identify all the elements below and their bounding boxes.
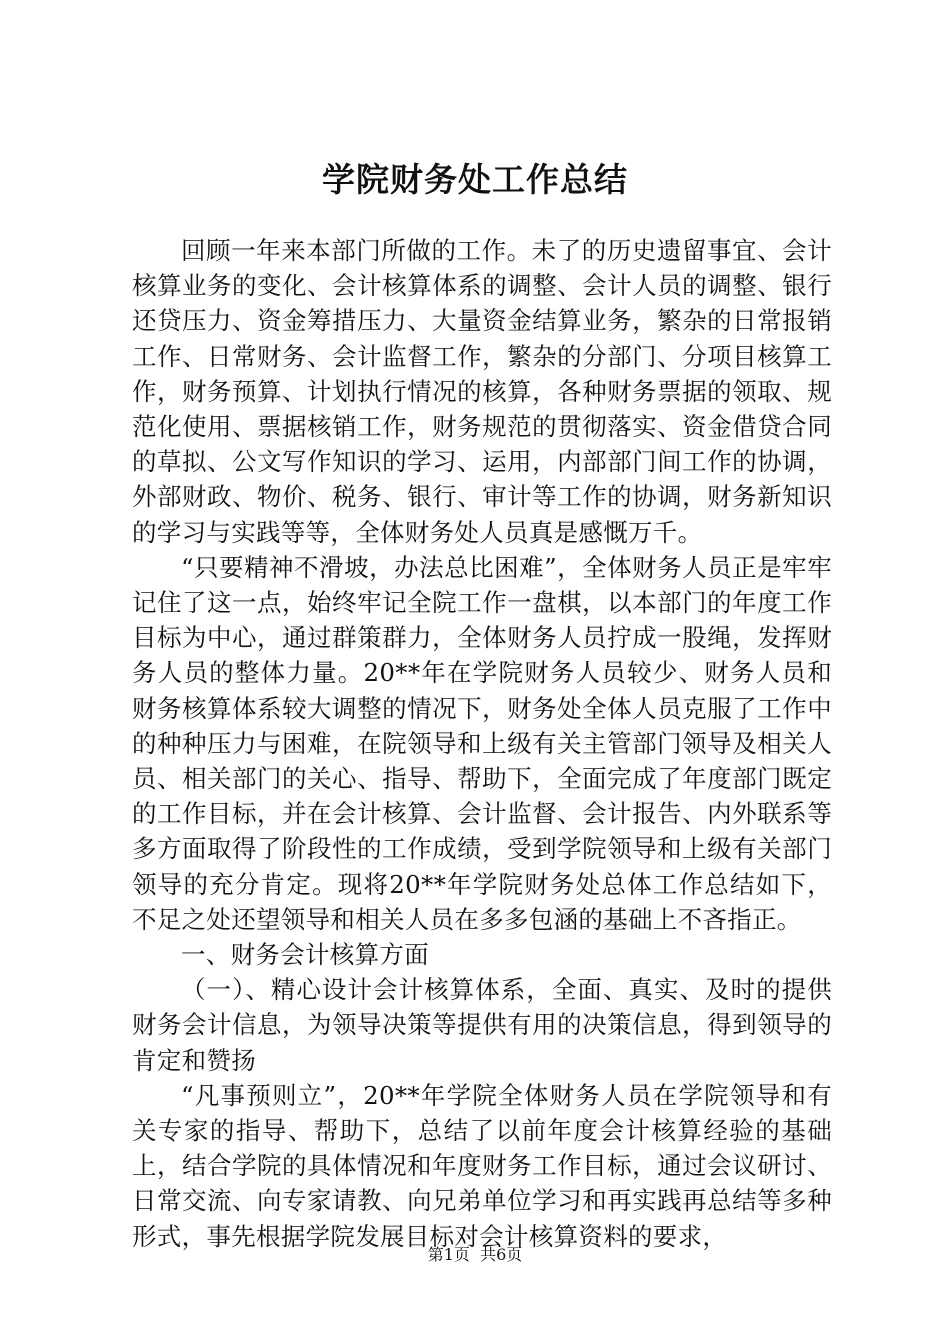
page-footer xyxy=(0,1244,950,1266)
document-title: 学院财务处工作总结 xyxy=(322,160,628,199)
section-heading: 一、财务会计核算方面 xyxy=(181,940,429,970)
subsection-heading: （一）、精心设计会计核算体系，全面、真实、及时的提供财务会计信息，为领导决策等提供有用的决策信息，得到领导的肯定和赞扬 xyxy=(132,975,832,1075)
paragraph-review: 回顾一年来本部门所做的工作。未了的历史遗留事宜、会计核算业务的变化、会计核算体系的调整、会计人员的调整、银行还贷压力、资金筹措压力、大量资金结算业务，繁杂的日常报销工作、日常财务、会计监督工作，繁杂的分部门、分项目核算工作，财务预算、计划执行情况的核算，各种财务票据的领取、规范化使用、票据核销工作，财务规范的贯彻落实、资金借贷合同的草拟、公文写作知识的学习、运用，内部部门间工作的协调，外部财政、物价、税务、银行、审计等工作的协调，财务新知识的学习与实践等等，全体财务处人员真是感慨万千。 xyxy=(132,236,832,547)
page-total: 共6页 xyxy=(480,1245,523,1264)
page-number: 第1页 xyxy=(427,1245,470,1264)
paragraph-spirit: “只要精神不滑坡，办法总比困难”，全体财务人员正是牢牢记住了这一点，始终牢记全院工作一盘棋，以本部门的年度工作目标为中心，通过群策群力，全体财务人员拧成一股绳，发挥财务人员的整体力量。20**年在学院财务人员较少、财务人员和财务核算体系较大调整的情况下，财务处全体人员克服了工作中的种种压力与困难，在院领导和上级有关主管部门领导及相关人员、相关部门的关心、指导、帮助下，全面完成了年度部门既定的工作目标，并在会计核算、会计监督、会计报告、内外联系等多方面取得了阶段性的工作成绩，受到学院领导和上级有关部门领导的充分肯定。现将20**年学院财务处总体工作总结如下，不足之处还望领导和相关人员在多多包涵的基础上不吝指正。 xyxy=(132,552,832,934)
paragraph-planning: “凡事预则立”，20**年学院全体财务人员在学院领导和有关专家的指导、帮助下，总结了以前年度会计核算经验的基础上，结合学院的具体情况和年度财务工作目标，通过会议研讨、日常交流、向专家请教、向兄弟单位学习和再实践再总结等多种形式，事先根据学院发展目标对会计核算资料的要求， xyxy=(132,1080,832,1251)
document-body xyxy=(132,233,832,1254)
